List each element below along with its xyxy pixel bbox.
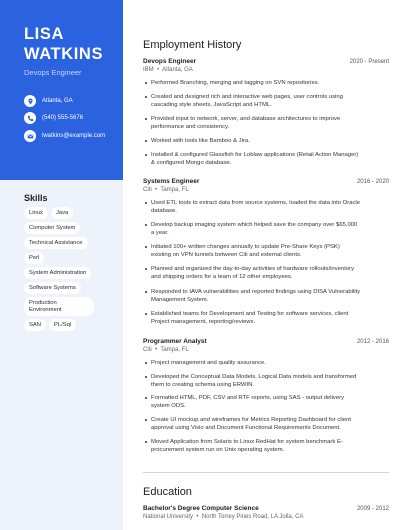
job-title: Systems Engineer [143,178,200,185]
skill-chip: Computer System [24,222,80,234]
employment-heading: Employment History [143,39,242,51]
job-location: Tampa, FL [160,347,189,353]
job-bullet: Developed the Conceptual Data Models, Logical Data models and transformed them to creating schema using ERWIN. [151,373,361,390]
school-location: North Torrey Pines Road, LA Jolla, CA [201,514,304,520]
skills-heading: Skills [24,193,48,203]
job-meta [143,67,193,73]
candidate-name [24,24,103,64]
skill-chip: Software Systems [24,282,81,294]
job-bullet: Established teams for Development and Testing for software services, client Project management, reporting/reviews. [151,310,361,327]
contact-location [24,95,73,107]
job-company: Citi [143,347,152,353]
job-dates: 2020 - Present [349,59,389,65]
meta-separator: • [155,67,161,73]
skill-chip: System Administration [24,267,91,279]
job-bullet: Provided input to network, server, and database architectures to improve performance and consistency. [151,115,361,132]
job-bullet: Installed & configured Glassfish for Loblaw applications (Retail Action Manager) & configured Mongo database. [151,151,361,168]
meta-separator: • [153,347,159,353]
degree-title: Bachelor's Degree Computer Science [143,505,259,512]
skill-chip: SAN [24,319,46,331]
email-icon [24,130,36,142]
job-bullet: Moved Application from Solaris to Linux RedHat for system benchmark E-procurement system run on Unix operating system. [151,438,361,455]
education-meta [143,514,303,520]
job-bullet: Formatted HTML, PDF, CSV and RTF reports, using SAS - output delivery system ODS. [151,394,361,411]
job-bullet: Initiated 100+ written changes annually to update Pre-Share Keys (PSK) existing on VPN tunnels between Citi and external clients. [151,243,361,260]
skill-chip: Production Environment [24,297,94,316]
job-company: IBM [143,67,154,73]
skill-chip: Java [51,207,73,219]
contact-phone [24,112,83,124]
first-name: LISA [24,25,64,43]
job-company: Citi [143,187,152,193]
education-heading: Education [143,486,192,498]
meta-separator: • [194,514,201,520]
profile-header [0,0,123,180]
job-title: Devops Engineer [143,58,197,65]
job-meta [143,187,189,193]
phone-icon [24,112,36,124]
last-name: WATKINS [24,45,104,63]
job-bullet: Responded to IAVA vulnerabilities and reported findings using DISA Vulnerability Management System. [151,289,361,304]
job-bullet: Worked with tools like Bamboo & Jira. [151,137,361,145]
skill-chip: Technical Assistance [24,237,88,249]
job-location: Atlanta, GA [162,67,193,73]
job-bullet: Used ETL tools to extract data from source systems, loaded the data into Oracle database. [151,200,360,215]
job-meta [143,347,189,353]
job-bullet: Created and designed rich and interactive web pages, user controls using cascading style sheets, JavaScript and HTML. [151,93,361,110]
skill-chip: PL/Sql [49,319,76,331]
meta-separator: • [153,187,159,193]
job-dates: 2016 - 2020 [356,179,389,185]
education-dates: 2009 - 2012 [356,506,389,512]
candidate-title: Devops Engineer [24,68,82,77]
job-title: Programmer Analyst [143,338,207,345]
skill-chip: Perl [24,252,44,264]
job-bullet: Project management and quality assurance. [151,359,361,367]
job-dates: 2012 - 2016 [356,339,389,345]
job-bullet: Planned and organized the day-to-day activities of hardware rollouts/inventory and shipping orders for a team of 12 other employees. [151,265,361,282]
location-text: Atlanta, GA [42,98,73,104]
job-location: Tampa, FL [160,187,189,193]
skill-chip: Linux [24,207,48,219]
email-text[interactable]: lwatkins@example.com [42,133,106,139]
section-divider [143,472,389,473]
location-pin-icon [24,95,36,107]
job-bullet: Create UI mockup and wireframes for Metrics Reporting Dashboard for client approval using Visio and Document Functional Requirements Document. [151,416,361,433]
phone-text: (540) 555-5676 [42,115,84,121]
school-name: National University [143,514,194,520]
job-bullet: Develop backup imaging system which helped save the company over $65,000 a year. [151,221,361,238]
job-bullet: Performed Branching, merging and tagging on SVN repositories. [151,79,361,87]
contact-email[interactable] [24,130,105,142]
